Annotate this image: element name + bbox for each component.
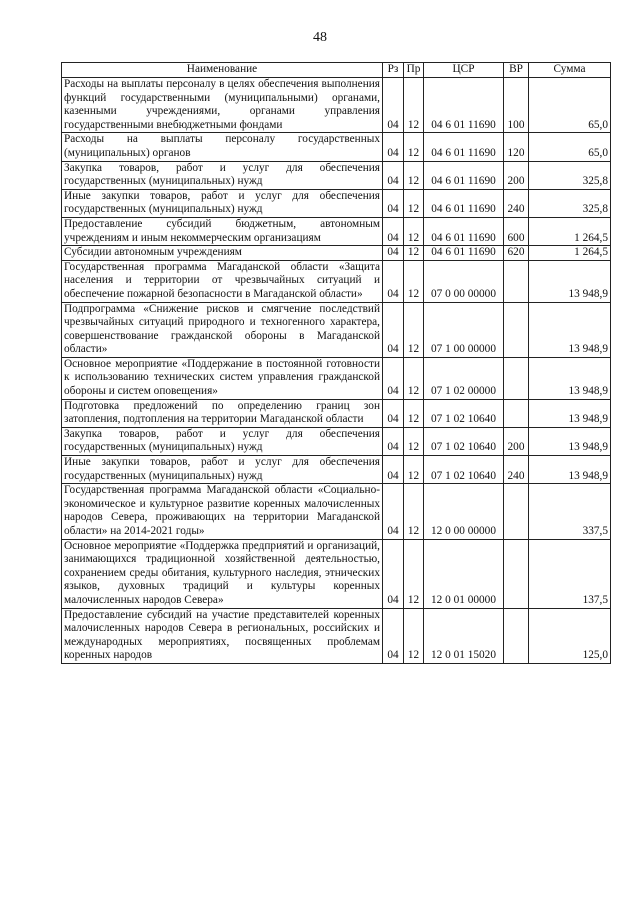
row-sum-cell: 65,0 [529, 78, 611, 133]
table-row [62, 302, 611, 357]
row-pr-cell: 12 [404, 133, 424, 161]
row-vr-cell [504, 484, 529, 539]
row-sum-cell: 325,8 [529, 161, 611, 189]
row-rz-cell: 04 [383, 133, 404, 161]
row-rz-cell: 04 [383, 217, 404, 245]
header-sum: Сумма [529, 63, 611, 78]
row-csr-cell: 07 1 02 10640 [424, 399, 504, 427]
row-vr-cell [504, 357, 529, 399]
row-vr-cell: 100 [504, 78, 529, 133]
row-pr-cell: 12 [404, 608, 424, 663]
row-csr-cell: 07 1 02 10640 [424, 427, 504, 455]
row-pr-cell: 12 [404, 484, 424, 539]
header-pr: Пр [404, 63, 424, 78]
table-row [62, 246, 611, 261]
row-csr-cell: 07 1 02 10640 [424, 456, 504, 484]
row-vr-cell: 240 [504, 456, 529, 484]
table-row [62, 427, 611, 455]
row-vr-cell: 620 [504, 246, 529, 261]
row-pr-cell: 12 [404, 78, 424, 133]
row-sum-cell: 125,0 [529, 608, 611, 663]
row-name-cell: Государственная программа Магаданской области «Защита населения и территории от чрезвычайных ситуаций и обеспечение пожарной безопасности в Магаданской области» [62, 260, 383, 302]
row-sum-cell: 13 948,9 [529, 456, 611, 484]
row-vr-cell: 240 [504, 189, 529, 217]
row-pr-cell: 12 [404, 456, 424, 484]
row-sum-cell: 13 948,9 [529, 260, 611, 302]
header-rz: Рз [383, 63, 404, 78]
table-row [62, 399, 611, 427]
row-name-cell: Иные закупки товаров, работ и услуг для обеспечения государственных (муниципальных) нужд [62, 456, 383, 484]
row-csr-cell: 07 1 02 00000 [424, 357, 504, 399]
table-row [62, 161, 611, 189]
row-csr-cell: 07 0 00 00000 [424, 260, 504, 302]
header-vr: ВР [504, 63, 529, 78]
row-rz-cell: 04 [383, 484, 404, 539]
row-vr-cell [504, 399, 529, 427]
row-pr-cell: 12 [404, 357, 424, 399]
row-name-cell: Предоставление субсидий бюджетным, автономным учреждениям и иным некоммерческим организациям [62, 217, 383, 245]
row-name-cell: Подпрограмма «Снижение рисков и смягчение последствий чрезвычайных ситуаций природного и техногенного характера, совершенствование гражданской обороны в Магаданской области» [62, 302, 383, 357]
row-rz-cell: 04 [383, 189, 404, 217]
row-vr-cell [504, 539, 529, 608]
row-rz-cell: 04 [383, 302, 404, 357]
row-name-cell: Закупка товаров, работ и услуг для обеспечения государственных (муниципальных) нужд [62, 161, 383, 189]
table-row [62, 260, 611, 302]
table-row [62, 484, 611, 539]
row-csr-cell: 07 1 00 00000 [424, 302, 504, 357]
row-sum-cell: 137,5 [529, 539, 611, 608]
row-vr-cell: 200 [504, 427, 529, 455]
row-name-cell: Субсидии автономным учреждениям [62, 246, 383, 261]
row-name-cell: Расходы на выплаты персоналу государственных (муниципальных) органов [62, 133, 383, 161]
table-row [62, 456, 611, 484]
row-sum-cell: 13 948,9 [529, 357, 611, 399]
table-row [62, 608, 611, 663]
row-pr-cell: 12 [404, 427, 424, 455]
row-pr-cell: 12 [404, 302, 424, 357]
row-sum-cell: 325,8 [529, 189, 611, 217]
budget-table [61, 62, 611, 664]
row-name-cell: Подготовка предложений по определению границ зон затопления, подтопления на территории Магаданской области [62, 399, 383, 427]
row-sum-cell: 13 948,9 [529, 302, 611, 357]
row-rz-cell: 04 [383, 539, 404, 608]
row-rz-cell: 04 [383, 357, 404, 399]
table-row [62, 539, 611, 608]
row-csr-cell: 12 0 01 15020 [424, 608, 504, 663]
row-name-cell: Основное мероприятие «Поддержание в постоянной готовности к использованию технических систем управления гражданской обороны и систем оповещения» [62, 357, 383, 399]
row-vr-cell: 600 [504, 217, 529, 245]
row-rz-cell: 04 [383, 456, 404, 484]
table-row [62, 78, 611, 133]
row-rz-cell: 04 [383, 427, 404, 455]
table-row [62, 357, 611, 399]
row-csr-cell: 12 0 01 00000 [424, 539, 504, 608]
row-pr-cell: 12 [404, 539, 424, 608]
row-sum-cell: 1 264,5 [529, 217, 611, 245]
row-csr-cell: 04 6 01 11690 [424, 246, 504, 261]
table-header-row [62, 63, 611, 78]
row-pr-cell: 12 [404, 399, 424, 427]
row-name-cell: Расходы на выплаты персоналу в целях обеспечения выполнения функций государственными (муниципальными) органами, казенными учреждениями, органами управления государственными внебюджетными фондами [62, 78, 383, 133]
row-vr-cell [504, 608, 529, 663]
row-rz-cell: 04 [383, 399, 404, 427]
row-csr-cell: 04 6 01 11690 [424, 133, 504, 161]
row-sum-cell: 13 948,9 [529, 427, 611, 455]
table-row [62, 217, 611, 245]
row-vr-cell [504, 302, 529, 357]
table-row [62, 189, 611, 217]
row-vr-cell: 200 [504, 161, 529, 189]
row-sum-cell: 65,0 [529, 133, 611, 161]
row-csr-cell: 04 6 01 11690 [424, 189, 504, 217]
row-name-cell: Основное мероприятие «Поддержка предприятий и организаций, занимающихся традиционной хозяйственной деятельностью, сохранением среды обитания, культурного наследия, этнических языков, духовных традиций и культуры коренных малочисленных народов Севера» [62, 539, 383, 608]
row-pr-cell: 12 [404, 260, 424, 302]
row-vr-cell: 120 [504, 133, 529, 161]
row-sum-cell: 337,5 [529, 484, 611, 539]
row-csr-cell: 12 0 00 00000 [424, 484, 504, 539]
row-csr-cell: 04 6 01 11690 [424, 161, 504, 189]
row-csr-cell: 04 6 01 11690 [424, 78, 504, 133]
header-csr: ЦСР [424, 63, 504, 78]
row-rz-cell: 04 [383, 246, 404, 261]
row-rz-cell: 04 [383, 260, 404, 302]
page-number: 48 [313, 30, 327, 45]
row-name-cell: Иные закупки товаров, работ и услуг для обеспечения государственных (муниципальных) нужд [62, 189, 383, 217]
row-sum-cell: 1 264,5 [529, 246, 611, 261]
row-vr-cell [504, 260, 529, 302]
row-pr-cell: 12 [404, 189, 424, 217]
row-pr-cell: 12 [404, 246, 424, 261]
header-name: Наименование [62, 63, 383, 78]
row-name-cell: Закупка товаров, работ и услуг для обеспечения государственных (муниципальных) нужд [62, 427, 383, 455]
row-rz-cell: 04 [383, 161, 404, 189]
row-pr-cell: 12 [404, 161, 424, 189]
row-rz-cell: 04 [383, 78, 404, 133]
row-csr-cell: 04 6 01 11690 [424, 217, 504, 245]
row-sum-cell: 13 948,9 [529, 399, 611, 427]
row-pr-cell: 12 [404, 217, 424, 245]
table-row [62, 133, 611, 161]
row-name-cell: Предоставление субсидий на участие представителей коренных малочисленных народов Севера в региональных, российских и международных мероприятиях, посвященных проблемам коренных народов [62, 608, 383, 663]
row-rz-cell: 04 [383, 608, 404, 663]
row-name-cell: Государственная программа Магаданской области «Социально-экономическое и культурное развитие коренных малочисленных народов Севера, проживающих на территории Магаданской области» на 2014-2021 годы» [62, 484, 383, 539]
